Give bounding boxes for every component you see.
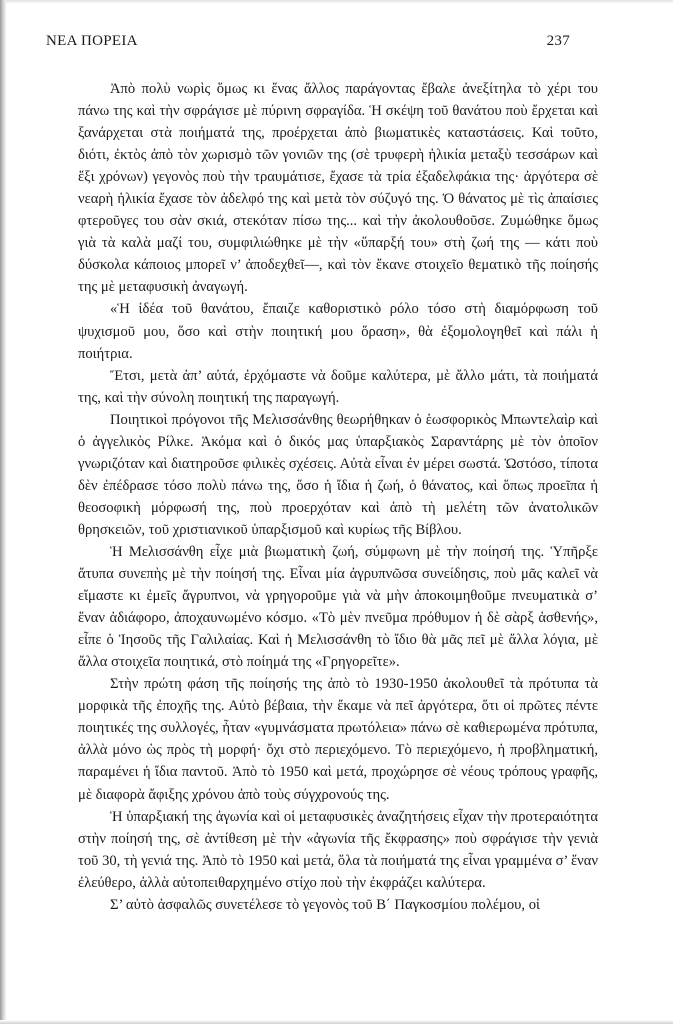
paragraph: Ἡ ὑπαρξιακή της ἀγωνία καὶ οἱ μεταφυσικὲς ἀναζητήσεις εἶχαν τὴν προτεραιότητα στὴν ποίησή της, σὲ ἀντίθεση μὲ τὴν «ἀγωνία τῆς ἔκφρασης» ποὺ σφράγισε τὴν γενιὰ τοῦ 30, τὴ γενιά της. Ἀπὸ τὸ 1950 καὶ μετά, ὅλα τὰ ποιήματά της εἶναι γραμμένα σ’ ἕναν ἐλεύθερο, ἀλλὰ αὐτοπειθαρχημένο στίχο ποὺ τὴν ἐκφράζει καλύτερα. bbox=[78, 808, 598, 891]
paragraph: Ἡ Μελισσάνθη εἶχε μιὰ βιωματικὴ ζωή, σύμφωνη μὲ τὴν ποίησή της. Ὑπῆρξε ἄτυπα συνεπὴς μὲ τὴν ποίησή της. Εἶναι μία ἀγρυπνῶσα συνείδησις, ποὺ μᾶς καλεῖ νὰ εἴμαστε κι ἐμεῖς ἄγρυπνοι, νὰ γρηγοροῦμε γιὰ νὰ μὴν ἀποκοιμηθοῦμε πνευματικὰ σ’ ἕναν ἀδιάφορο, ἀποχαυνωμένο κόσμο. «Τὸ μὲν πνεῦμα πρόθυμον ἡ δὲ σὰρξ ἀσθενής», εἶπε ὁ Ἰησοῦς τῆς Γαλιλαίας. Καὶ ἡ Μελισσάνθη τὸ ἴδιο θὰ μᾶς πεῖ μὲ ἄλλα λόγια, μὲ ἄλλα στοιχεῖα ποιητικά, στὸ ποίημά της «Γρηγορεῖτε». bbox=[78, 543, 598, 671]
paragraph: Ποιητικοὶ πρόγονοι τῆς Μελισσάνθης θεωρήθηκαν ὁ ἑωσφορικὸς Μπωντελαὶρ καὶ ὁ ἀγγελικὸς Ρίλκε. Ἀκόμα καὶ ὁ δικός μας ὑπαρξιακὸς Σαραντάρης μὲ τὸν ὁποῖον γνωριζόταν καὶ διατηροῦσε φιλικὲς σχέσεις. Αὐτὰ εἶναι ἐν μέρει σωστά. Ὡστόσο, τίποτα δὲν ἐπέδρασε τόσο πολὺ πάνω της, ὅσο ἡ ἴδια ἡ ζωή, ὁ θάνατος, καὶ ὅπως προεῖπα ἡ θεοσοφικὴ μόρφωσή της, ποὺ προερχόταν καὶ ἀπὸ τὴ μελέτη τῶν ἀνατολικῶν θρησκειῶν, τοῦ χριστιανικοῦ ὑπαρξισμοῦ καὶ κυρίως τῆς Βίβλου. bbox=[78, 411, 598, 538]
paragraph: Ἔτσι, μετὰ ἀπ’ αὐτά, ἐρχόμαστε νὰ δοῦμε καλύτερα, μὲ ἄλλο μάτι, τὰ ποιήματά της, καὶ τὴν σύνολη ποιητική της παραγωγή. bbox=[78, 367, 598, 406]
paragraph: Στὴν πρώτη φάση τῆς ποίησής της ἀπὸ τὸ 1930-1950 ἀκολουθεῖ τὰ πρότυπα τὰ μορφικὰ τῆς ἐποχῆς της. Αὐτὸ βέβαια, τὴν ἔκαμε νὰ πεῖ ἀργότερα, ὅτι οἱ πρῶτες πέντε ποιητικές της συλλογές, ἦταν «γυμνάσματα πρωτόλεια» πάνω σὲ καθιερωμένα πρότυπα, ἀλλὰ μόνο ὡς πρὸς τὴ μορφή· ὄχι στὸ περιεχόμενο. Τὸ περιεχόμενο, ἡ προβληματική, παραμένει ἡ ἴδια παντοῦ. Ἀπὸ τὸ 1950 καὶ μετά, προχώρησε σὲ νέους τρόπους γραφῆς, μὲ διαφορὰ ἄφιξης χρόνου ἀπὸ τοὺς σύγχρονούς της. bbox=[78, 676, 598, 803]
paragraph: «Ἡ ἰδέα τοῦ θανάτου, ἔπαιζε καθοριστικὸ ρόλο τόσο στὴ διαμόρφωση τοῦ ψυχισμοῦ μου, ὅσο καὶ στὴν ποιητική μου ὅραση», θὰ ἐξομολογηθεῖ καὶ πάλι ἡ ποιήτρια. bbox=[78, 301, 598, 362]
paragraph: Ἀπὸ πολὺ νωρὶς ὅμως κι ἕνας ἄλλος παράγοντας ἔβαλε ἀνεξίτηλα τὸ χέρι του πάνω της καὶ τὴν σφράγισε μὲ πύρινη σφραγίδα. Ἡ σκέψη τοῦ θανάτου ποὺ ἔρχεται καὶ ξανάρχεται στὰ ποιήματά της, προέρχεται ἀπὸ βιωματικὲς καταστάσεις. Καὶ τοῦτο, διότι, ἐκτὸς ἀπὸ τὸν χωρισμὸ τῶν γονιῶν της (σὲ τρυφερὴ ἡλικία μεταξὺ τεσσάρων καὶ ἕξι χρόνων) γεγονὸς ποὺ τὴν τραυμάτισε, ἔχασε τὰ τρία ἐξαδελφάκια της· ἀργότερα σὲ νεαρὴ ἡλικία ἔχασε τὸν ἀδελφό της καὶ μετὰ τὸν σύζυγό της. Ὁ θάνατος μὲ τὶς ἀπαίσιες φτεροῦγες του σὰν σκιά, στεκόταν πίσω της... καὶ τὴν ἀκολουθοῦσε. Ζυμώθηκε ὅμως γιὰ τὰ καλὰ μαζί του, συμφιλιώθηκε μὲ τὴν «ὕπαρξή του» στὴ ζωή της — κάτι ποὺ δύσκολα κάποιος μπορεῖ ν’ ἀποδεχθεῖ—, καὶ τὸν ἔκανε στοιχεῖο θεματικὸ τῆς ποίησής της μὲ μεταφυσικὴ ἀναγωγή. bbox=[78, 81, 598, 296]
page-number: 237 bbox=[546, 33, 570, 49]
paragraph: Σ’ αὐτὸ ἀσφαλῶς συνετέλεσε τὸ γεγονὸς τοῦ Β΄ Παγκοσμίου πολέμου, οἱ bbox=[110, 896, 540, 913]
journal-title: ΝΕΑ ΠΟΡΕΙΑ bbox=[46, 33, 138, 49]
binding-shadow bbox=[0, 0, 6, 1024]
scan-bottom-edge bbox=[0, 1020, 673, 1024]
running-header bbox=[46, 33, 570, 50]
body-text bbox=[78, 78, 598, 916]
scan-top-edge bbox=[0, 0, 673, 4]
